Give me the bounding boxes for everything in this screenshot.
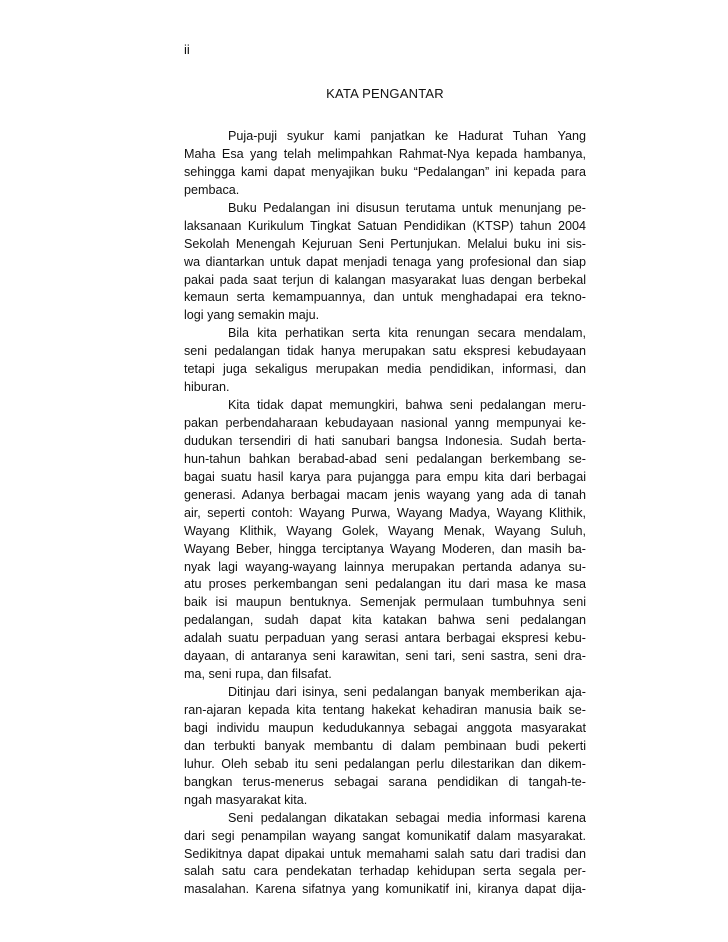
text-line: pedalangan, sudah dapat kita katakan bahwa seni pedalangan: [184, 613, 586, 628]
text-line: wa diantarkan untuk dapat menjadi tenaga yang profesional dan siap: [184, 254, 586, 269]
text-line: pakai pada saat terjun di kalangan masyarakat luas dengan berbekal: [184, 272, 586, 287]
text-line: Maha Esa yang telah melimpahkan Rahmat-Nya kepada hambanya,: [184, 146, 586, 161]
text-line: Seni pedalangan dikatakan sebagai media informasi karena: [228, 810, 586, 825]
page-number: ii: [184, 42, 190, 57]
text-line: kemaun serta kemampuannya, dan untuk menghadapai era tekno-: [184, 290, 586, 305]
text-line: Buku Pedalangan ini disusun terutama untuk menunjang pe-: [228, 200, 586, 215]
text-line: ngah masyarakat kita.: [184, 792, 308, 807]
text-line: tetapi juga sekaligus merupakan media pendidikan, informasi, dan: [184, 362, 586, 377]
text-line: Puja-puji syukur kami panjatkan ke Hadurat Tuhan Yang: [228, 129, 586, 143]
text-line: luhur. Oleh sebab itu seni pedalangan perlu dilestarikan dan dikem-: [184, 756, 586, 771]
text-line: Sedikitnya dapat dipakai untuk memahami salah satu dari tradisi dan: [184, 846, 586, 861]
text-line: Ditinjau dari isinya, seni pedalangan banyak memberikan aja-: [228, 685, 586, 700]
text-line: logi yang semakin maju.: [184, 308, 320, 323]
text-line: pakan perbendaharaan kebudayaan nasional yanng mempunyai ke-: [184, 416, 586, 430]
text-line: baik isi maupun bentuknya. Semenjak permulaan tumbuhnya seni: [184, 595, 586, 610]
text-line: pembaca.: [184, 182, 240, 197]
page-title: KATA PENGANTAR: [326, 86, 444, 101]
text-line: Sekolah Menengah Kejuruan Seni Pertunjukan. Melalui buku ini sis-: [184, 236, 586, 251]
text-line: seni pedalangan tidak hanya merupakan satu ekspresi kebudayaan: [184, 344, 586, 359]
text-line: laksanaan Kurikulum Tingkat Satuan Pendidikan (KTSP) tahun 2004: [184, 218, 586, 233]
text-line: hun-tahun bahkan berabad-abad seni pedalangan berkembang se-: [184, 451, 586, 466]
text-line: Kita tidak dapat memungkiri, bahwa seni pedalangan meru-: [228, 398, 586, 413]
text-line: ma, seni rupa, dan filsafat.: [184, 667, 332, 682]
text-line: bangkan terus-menerus sebagai sarana pendidikan di tangah-te-: [184, 774, 586, 789]
text-line: bagai suatu hasil karya para pujangga para empu kita dari berbagai: [184, 469, 586, 484]
text-line: Wayang Klithik, Wayang Golek, Wayang Menak, Wayang Suluh,: [184, 523, 586, 538]
text-line: dan terbukti banyak membantu di dalam pembinaan budi pekerti: [184, 738, 586, 753]
text-line: sehingga kami dapat menyajikan buku “Pedalangan” ini kepada para: [184, 164, 586, 179]
body-text: [184, 128, 586, 899]
text-line: Wayang Beber, hingga terciptanya Wayang Moderen, dan masih ba-: [184, 541, 586, 556]
text-line: air, seperti contoh: Wayang Purwa, Wayang Madya, Wayang Klithik,: [184, 505, 586, 520]
text-line: dayaan, di antaranya seni karawitan, seni tari, seni sastra, seni dra-: [184, 649, 586, 664]
text-line: bagi individu maupun kedudukannya sebagai anggota masyarakat: [184, 720, 586, 735]
text-line: ran-ajaran kepada kita tentang hakekat kehadiran manusia baik se-: [184, 703, 586, 717]
text-line: Bila kita perhatikan serta kita renungan secara mendalam,: [228, 326, 586, 341]
text-line: dudukan tersendiri di hati sanubari bangsa Indonesia. Sudah berta-: [184, 433, 586, 448]
text-line: dari segi penampilan wayang sangat komunikatif dalam masyarakat.: [184, 828, 586, 843]
text-line: hiburan.: [184, 380, 230, 395]
text-line: masalahan. Karena sifatnya yang komunikatif ini, kiranya dapat dija-: [184, 882, 586, 897]
text-line: atu proses perkembangan seni pedalangan itu dari masa ke masa: [184, 577, 586, 592]
text-line: nyak lagi wayang-wayang lainnya merupakan pertanda adanya su-: [184, 559, 586, 574]
text-line: generasi. Adanya berbagai macam jenis wayang yang ada di tanah: [184, 487, 586, 502]
text-line: adalah suatu perpaduan yang serasi antara berbagai ekspresi kebu-: [184, 631, 586, 646]
text-line: salah satu cara pendekatan terhadap kehidupan serta segala per-: [184, 864, 586, 879]
